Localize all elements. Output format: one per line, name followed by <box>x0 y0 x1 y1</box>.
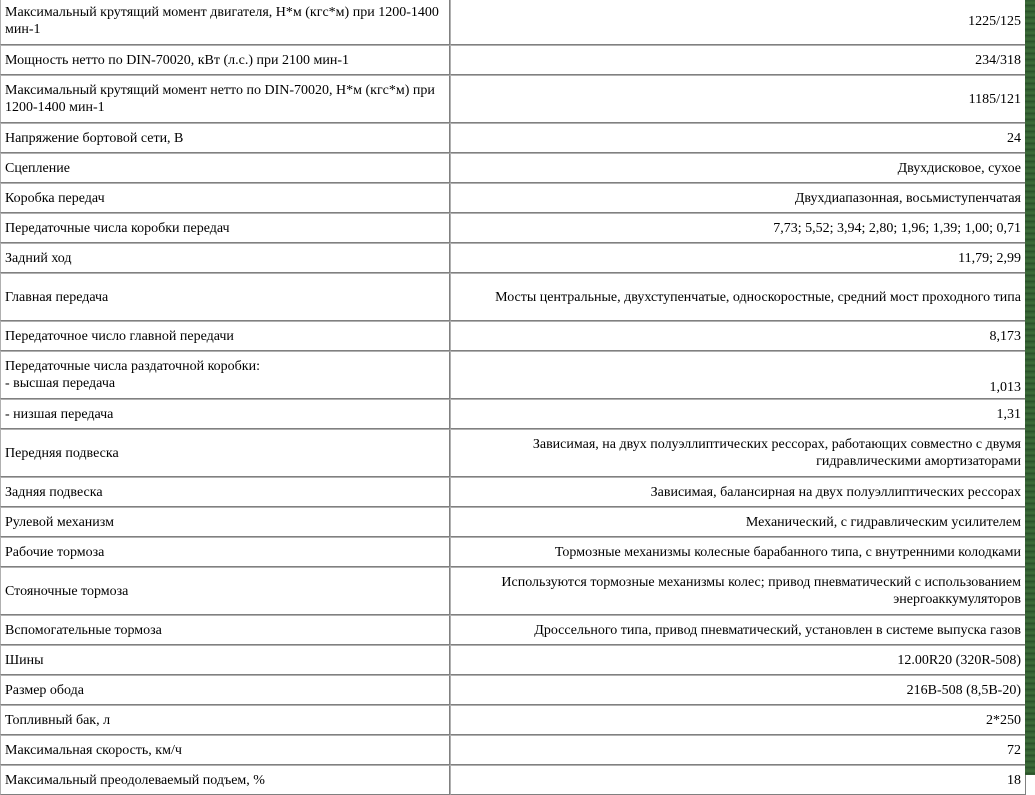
row-label-line: Передаточные числа раздаточной коробки: <box>5 359 260 374</box>
row-value: 216В-508 (8,5В-20) <box>450 675 1026 705</box>
table-row <box>0 273 1026 321</box>
row-value: Двухдисковое, сухое <box>450 153 1026 183</box>
row-value: Дроссельного типа, привод пневматический, установлен в системе выпуска газов <box>450 615 1026 645</box>
table-row <box>0 507 1026 537</box>
table-row <box>0 123 1026 153</box>
row-label: Максимальный крутящий момент нетто по DIN-70020, Н*м (кгс*м) при 1200-1400 мин-1 <box>0 75 450 123</box>
row-label: Коробка передач <box>0 183 450 213</box>
table-row <box>0 765 1026 795</box>
row-value: 1225/125 <box>450 0 1026 45</box>
row-label: Стояночные тормоза <box>0 567 450 615</box>
row-label: Задняя подвеска <box>0 477 450 507</box>
table-row <box>0 735 1026 765</box>
row-label: Передаточные числа коробки передач <box>0 213 450 243</box>
table-row <box>0 477 1026 507</box>
row-label <box>0 351 450 399</box>
row-value: 2*250 <box>450 705 1026 735</box>
row-value: Тормозные механизмы колесные барабанного типа, с внутренними колодками <box>450 537 1026 567</box>
row-value: 24 <box>450 123 1026 153</box>
row-value: 72 <box>450 735 1026 765</box>
row-label-line: - высшая передача <box>5 376 116 391</box>
table-row <box>0 0 1026 45</box>
table-row <box>0 351 1026 399</box>
table-row <box>0 153 1026 183</box>
table-row <box>0 213 1026 243</box>
row-value: 18 <box>450 765 1026 795</box>
row-value: 11,79; 2,99 <box>450 243 1026 273</box>
row-label: Задний ход <box>0 243 450 273</box>
row-label: Максимальный преодолеваемый подъем, % <box>0 765 450 795</box>
row-value: 1185/121 <box>450 75 1026 123</box>
row-value: 8,173 <box>450 321 1026 351</box>
row-label: - низшая передача <box>0 399 450 429</box>
row-label: Напряжение бортовой сети, В <box>0 123 450 153</box>
table-row <box>0 615 1026 645</box>
row-value: 1,013 <box>450 351 1026 399</box>
table-row <box>0 321 1026 351</box>
row-label: Рулевой механизм <box>0 507 450 537</box>
row-value: 234/318 <box>450 45 1026 75</box>
row-value: 7,73; 5,52; 3,94; 2,80; 1,96; 1,39; 1,00; 0,71 <box>450 213 1026 243</box>
page-border-decoration <box>1025 0 1035 775</box>
table-row <box>0 183 1026 213</box>
table-row <box>0 399 1026 429</box>
row-label: Передаточное число главной передачи <box>0 321 450 351</box>
row-label: Главная передача <box>0 273 450 321</box>
row-value: Механический, с гидравлическим усилителем <box>450 507 1026 537</box>
row-value: 12.00R20 (320R-508) <box>450 645 1026 675</box>
row-label: Максимальный крутящий момент двигателя, Н*м (кгс*м) при 1200-1400 мин-1 <box>0 0 450 45</box>
row-value: Зависимая, на двух полуэллиптических рессорах, работающих совместно с двумя гидравлическими амортизаторами <box>450 429 1026 477</box>
row-label: Топливный бак, л <box>0 705 450 735</box>
row-label: Максимальная скорость, км/ч <box>0 735 450 765</box>
row-label: Сцепление <box>0 153 450 183</box>
row-label: Передняя подвеска <box>0 429 450 477</box>
row-value: Мосты центральные, двухступенчатые, односкоростные, средний мост проходного типа <box>450 273 1026 321</box>
row-label: Вспомогательные тормоза <box>0 615 450 645</box>
row-value: Используются тормозные механизмы колес; привод пневматический с использованием энергоаккумуляторов <box>450 567 1026 615</box>
table-row <box>0 705 1026 735</box>
row-label: Рабочие тормоза <box>0 537 450 567</box>
row-label: Размер обода <box>0 675 450 705</box>
table-row <box>0 429 1026 477</box>
table-row <box>0 75 1026 123</box>
table-row <box>0 675 1026 705</box>
table-row <box>0 45 1026 75</box>
table-row <box>0 537 1026 567</box>
table-row <box>0 645 1026 675</box>
table-row <box>0 243 1026 273</box>
row-label: Мощность нетто по DIN-70020, кВт (л.с.) при 2100 мин-1 <box>0 45 450 75</box>
row-value: Зависимая, балансирная на двух полуэллиптических рессорах <box>450 477 1026 507</box>
row-label: Шины <box>0 645 450 675</box>
table-row <box>0 567 1026 615</box>
row-value: Двухдиапазонная, восьмиступенчатая <box>450 183 1026 213</box>
row-value: 1,31 <box>450 399 1026 429</box>
